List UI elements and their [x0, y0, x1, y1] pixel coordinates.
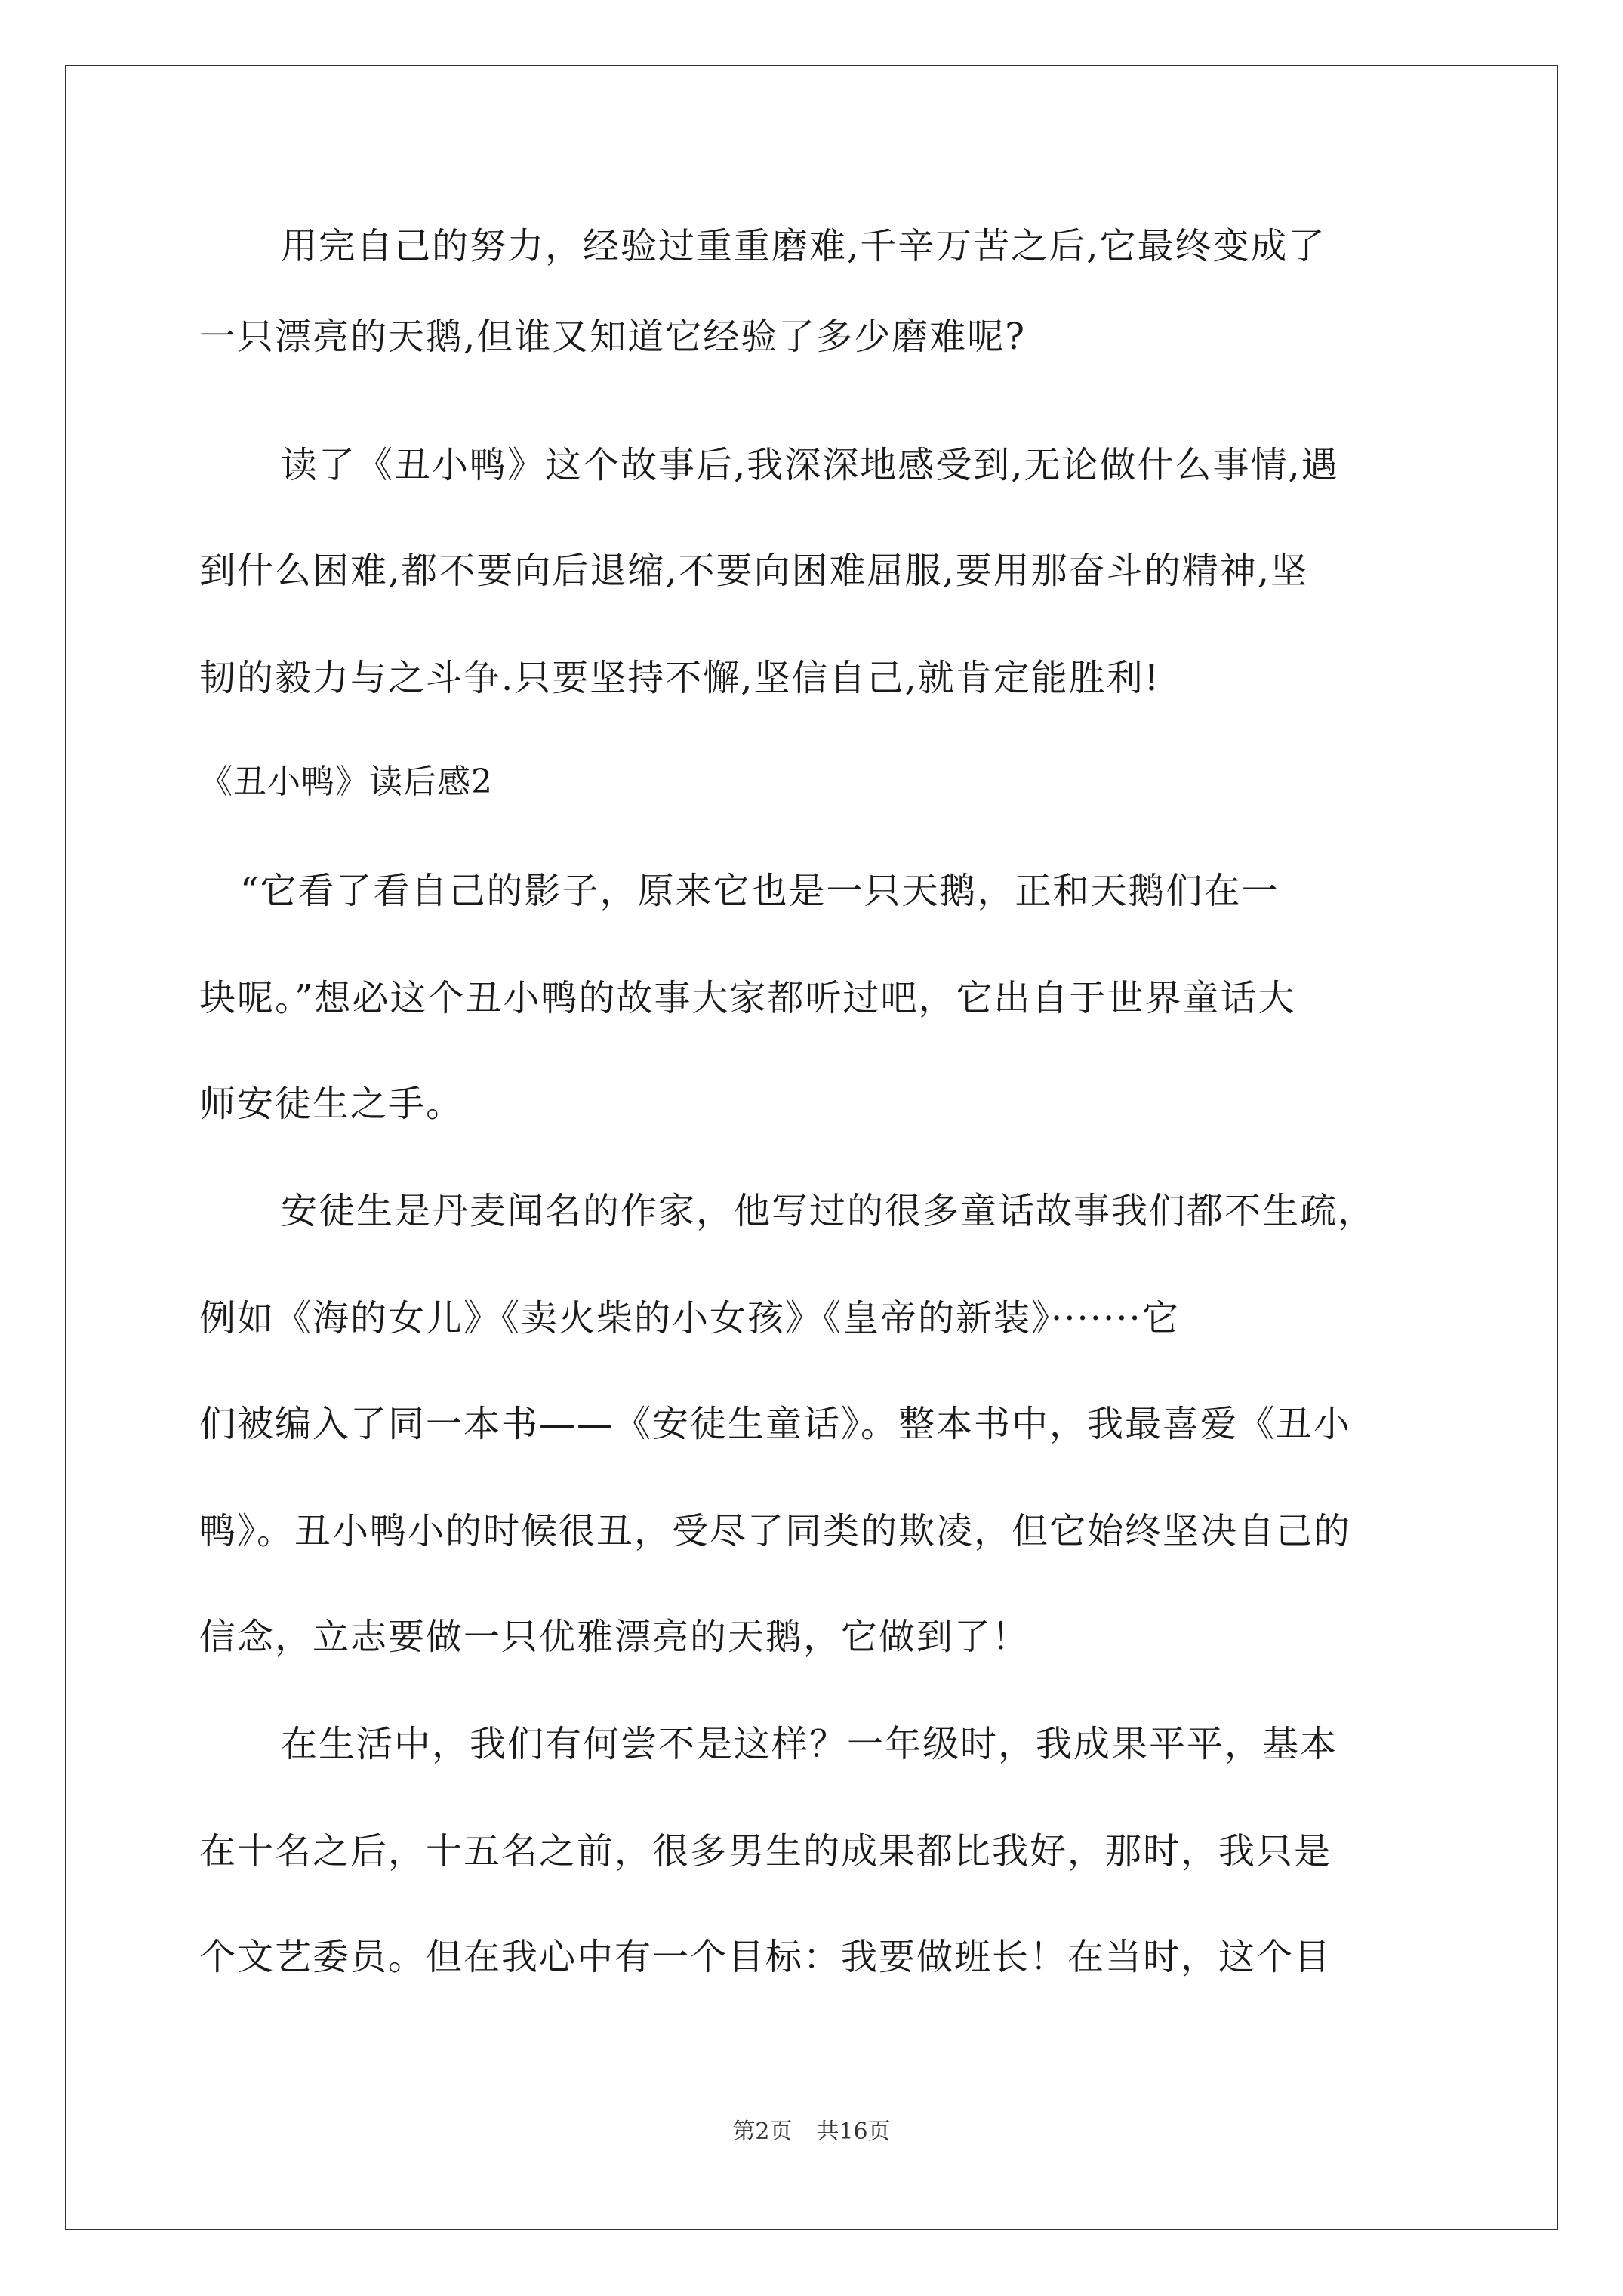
section-heading: 《丑小鸭》读后感2 — [199, 763, 493, 801]
paragraph-line: 在生活中，我们有何尝不是这样？一年级时，我成果平平，基本 — [281, 1723, 1338, 1765]
paragraph-line: 信念，立志要做一只优雅漂亮的天鹅，它做到了！ — [199, 1616, 1030, 1658]
paragraph-line: 块呢。”想必这个丑小鸭的故事大家都听过吧，它出自于世界童话大 — [199, 977, 1296, 1019]
paragraph-line: 师安徒生之手。 — [199, 1083, 464, 1125]
page-border — [65, 65, 1558, 2230]
paragraph-line: 到什么困难,都不要向后退缩,不要向困难屈服,要用那奋斗的精神,坚 — [199, 550, 1309, 592]
paragraph-line: 读了《丑小鸭》这个故事后,我深深地感受到,无论做什么事情,遇 — [281, 444, 1339, 486]
paragraph-line: 鸭》。丑小鸭小的时候很丑，受尽了同类的欺凌，但它始终坚决自己的 — [199, 1510, 1352, 1552]
page-footer — [0, 2117, 1623, 2147]
paragraph-line: 韧的毅力与之斗争.只要坚持不懈,坚信自己,就肯定能胜利! — [199, 657, 1161, 699]
paragraph-line: “它看了看自己的影子，原来它也是一只天鹅，正和天鹅们在一 — [240, 870, 1280, 912]
paragraph-line: 个文艺委员。但在我心中有一个目标：我要做班长！在当时，这个目 — [199, 1936, 1332, 1978]
paragraph-line: 们被编入了同一本书——《安徒生童话》。整本书中，我最喜爱《丑小 — [199, 1403, 1352, 1445]
paragraph-line: 安徒生是丹麦闻名的作家，他写过的很多童话故事我们都不生疏， — [281, 1190, 1376, 1232]
paragraph-line: 在十名之后，十五名之前，很多男生的成果都比我好，那时，我只是 — [199, 1830, 1332, 1872]
page-number: 第2页 — [732, 2119, 793, 2145]
paragraph-line: 用完自己的努力，经验过重重磨难,千辛万苦之后,它最终变成了 — [281, 225, 1326, 267]
page-total: 共16页 — [816, 2119, 891, 2145]
paragraph-line: 例如《海的女儿》《卖火柴的小女孩》《皇帝的新装》·······它 — [199, 1297, 1180, 1339]
paragraph-line: 一只漂亮的天鹅,但谁又知道它经验了多少磨难呢? — [199, 316, 1026, 358]
